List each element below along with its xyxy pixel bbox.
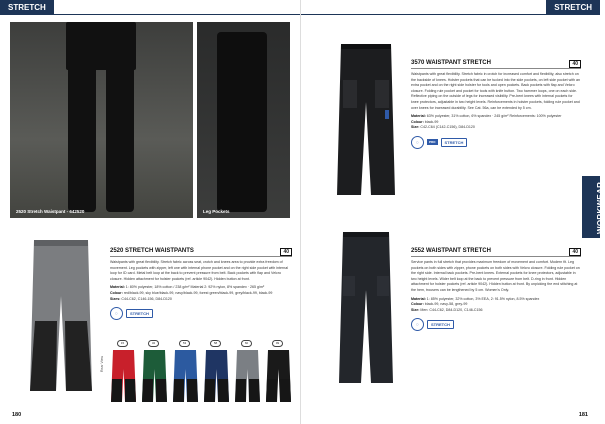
material-line: Material: 1: 80% polyester, 18% cotton / 238 g/m² Material 2: 92% nylon, 8% spandex · 265 g/m² [110, 285, 265, 290]
detail-photo [197, 22, 290, 218]
product-image-3570 [331, 40, 401, 200]
page-header [301, 0, 600, 15]
logo-row [110, 307, 292, 320]
colour-swatch [141, 341, 168, 402]
swatch-code: 58 [210, 340, 221, 347]
section-rule [411, 256, 581, 257]
detail-caption: Leg Pockets [203, 209, 230, 214]
swatch-code: 32 [148, 340, 159, 347]
page-header [0, 0, 300, 15]
colour-line: Colour: black-99, navy-58, grey-99 [411, 302, 468, 307]
product-description: Service pants in full stretch that provides maximum freedom of movement and comfort. Modern fit. Leg pockets on both sides with zipper, phone pockets on both sides with Velcro closure. Folding rule pocket on the right side. Internal back pockets. Pre-bent knees. External pockets for knee protectors, adjustable in two height levels. Wider belt loop at the back to prevent pressure from belt. D-ring in front. Hidden attachment for holster pockets (ref. article 9042). Hidden button at front. By unpicking the end stitching at the hem, trousers can be lengthened by 5 cm. Women's Only. [411, 260, 580, 292]
pants-icon [172, 349, 199, 403]
pants-icon [26, 236, 96, 396]
colour-swatch [110, 341, 137, 402]
colour-line: Colour: red/black-99, sky blue/black-99, navy/black-99, forest green/black-99, grey/black-99, black-99 [110, 290, 273, 295]
photo-caption: 2520 Stretch Waistpant - 642520 [16, 209, 85, 214]
logo-row [411, 136, 581, 149]
product-badge: 40 [569, 248, 581, 256]
header-tab: STRETCH [0, 0, 54, 15]
right-page [300, 0, 605, 424]
workwear-side-tab [582, 176, 605, 238]
logo-row [411, 318, 581, 331]
swatch-code: 99 [272, 340, 283, 347]
model-right-leg [106, 62, 134, 212]
section-rule [411, 68, 581, 69]
page-number: 180 [12, 412, 22, 418]
size-line: Size: Men: C44-C62, D84-D120, C146-C156 [411, 307, 483, 312]
product-description: Waistpants with great flexibility. Stretch fabric in crotch for increased comfort and flexibility, also stretch on the backside of knees. Holster pockets that can be tucked into the side pockets, on left side pocket with an extra pocket and on the right side holster for tools and open pockets. Back pockets with flap and Velcro closure. Folding rule pocket and pocket for tools with knife button. Two hammer loops, one on each side. Reflective piping on the outside of legs for increased visibility. Pre-bent knees with internal pockets for knee protectors, adjustable in two height levels. Reinforcements in holster pockets, folding rule pocket and over knees for increased durability. See Cat. 56a, can be extended by 5 cm. [411, 72, 581, 110]
swatch-code: 53 [179, 340, 190, 347]
colour-swatch [265, 341, 292, 402]
product-badge: 40 [569, 60, 581, 68]
pants-icon [331, 40, 401, 200]
section-rule [110, 256, 292, 257]
colour-swatch [172, 341, 199, 402]
product-image-2520 [26, 236, 96, 396]
material-line: Material: 1: 85% polyester, 32% cotton, 3% EEA, 2: 91.5% nylon, 8.5% spandex [411, 296, 540, 301]
model-photo [10, 22, 193, 218]
product-title: 2520 STRETCH WAISTPANTS [110, 248, 194, 254]
cert-badge-icon: ◯ [110, 307, 123, 320]
product-2552 [411, 248, 581, 331]
pants-icon [331, 228, 401, 388]
header-rule [301, 14, 600, 15]
side-tab-label: WORKWEAR [596, 181, 605, 234]
colour-swatches [110, 341, 292, 402]
cert-badge-icon: ◯ [411, 318, 424, 331]
detail-leg [217, 32, 267, 212]
page-number: 181 [578, 412, 588, 418]
cert-badge-icon: ◯ [411, 136, 424, 149]
product-2520 [110, 248, 292, 320]
header-rule [0, 14, 300, 15]
product-title: 2552 WAISTPANT STRETCH [411, 248, 491, 254]
pants-icon [141, 349, 168, 403]
header-tab: STRETCH [546, 0, 600, 15]
colour-swatch [234, 341, 261, 402]
stretch-logo: STRETCH [441, 138, 468, 147]
swatch-code: 15 [117, 340, 128, 347]
pro-logo: PRO [429, 140, 436, 145]
product-badge: 40 [280, 248, 292, 256]
pants-icon [234, 349, 261, 403]
product-3570 [411, 60, 581, 149]
stretch-logo: STRETCH [126, 309, 153, 318]
pants-icon [203, 349, 230, 403]
left-page [0, 0, 300, 424]
rear-view-label: Rear View [100, 355, 104, 372]
colour-swatch [203, 341, 230, 402]
colour-line: Colour: black-99 [411, 119, 439, 124]
material-line: Material: 63% polyester, 31% cotton, 6% spandex · 245 g/m² Reinforcements: 100% polyester [411, 114, 562, 119]
product-description: Waistpants with great flexibility. Stretch fabric across seat, crotch and knees area to provide extra freedom of movement. Leg pockets with zipper, left one with internal phone pocket and on the right side pocket with internal loop for ID card. Metal belt loop at the back to prevent pressure from belt. Back pockets with flap and Velcro closure. Hidden attachment for holster pockets (ref. article 9042). Hidden button at front. [110, 260, 288, 281]
size-line: Size: C42-C64 (C142-C156), D84-D120 [411, 125, 475, 130]
model-hips [66, 22, 136, 70]
swatch-code: 60 [241, 340, 252, 347]
product-title: 3570 WAISTPANT STRETCH [411, 60, 491, 66]
size-line: Sizes: C44-C62, C146-156, D84-D120 [110, 296, 172, 301]
product-image-2552 [331, 228, 401, 388]
model-left-leg [68, 62, 96, 212]
pants-icon [110, 349, 137, 403]
pants-icon [265, 349, 292, 403]
stretch-logo: STRETCH [427, 320, 454, 329]
